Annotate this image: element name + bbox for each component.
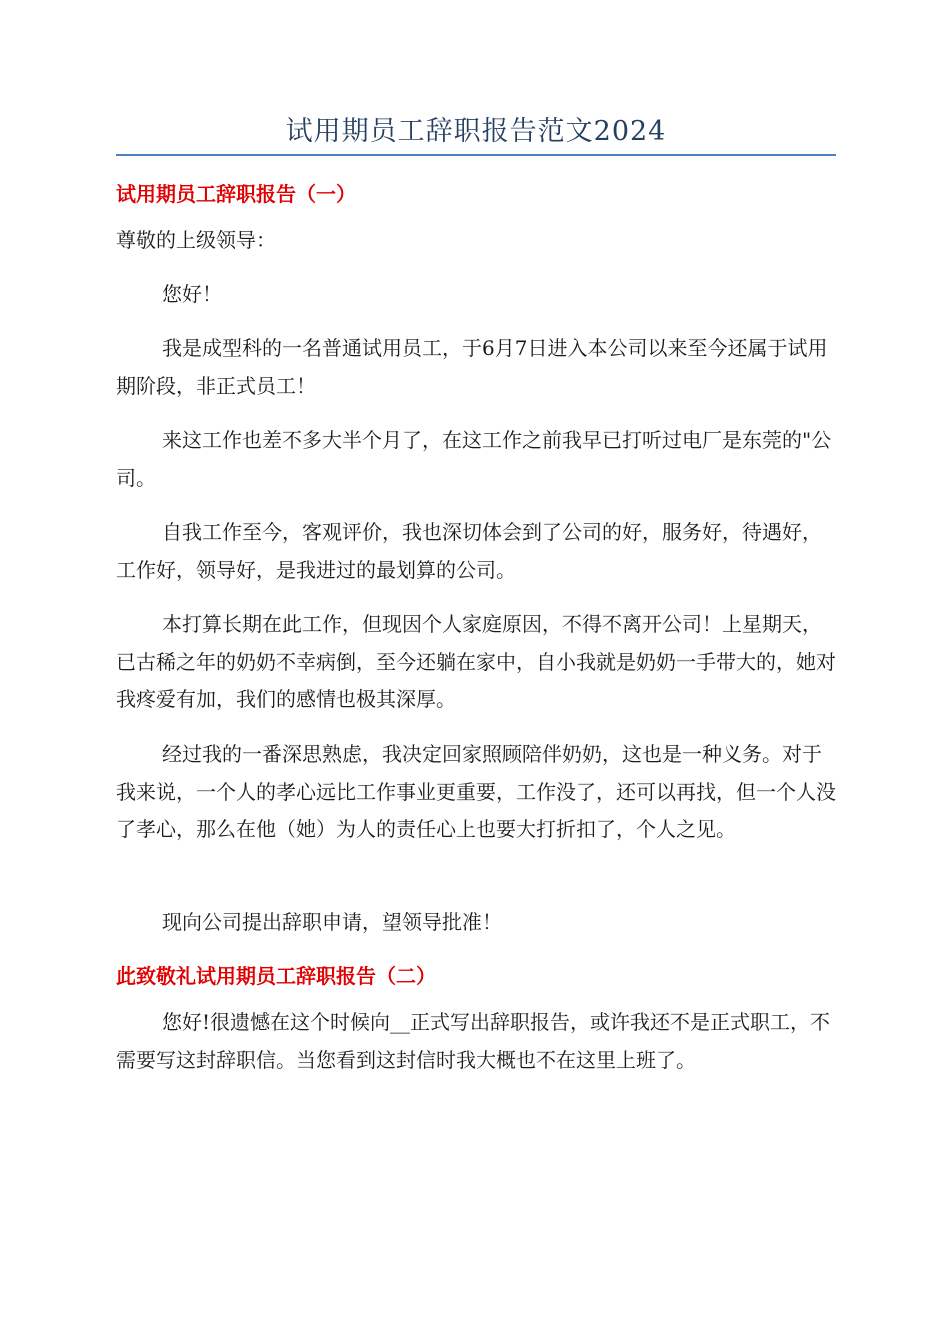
section-1-heading: 试用期员工辞职报告（一） [116, 182, 356, 206]
salutation: 尊敬的上级领导： [116, 228, 276, 252]
section-2-paragraph-1: 您好!很遗憾在这个时候向__正式写出辞职报告，或许我还不是正式职工，不需要写这封辞职信。当您看到这封信时我大概也不在这里上班了。 [116, 1010, 831, 1072]
paragraph-5: 经过我的一番深思熟虑，我决定回家照顾陪伴奶奶，这也是一种义务。对于我来说，一个人的孝心远比工作事业更重要，工作没了，还可以再找，但一个人没了孝心，那么在他（她）为人的责任心上也要大打折扣了，个人之见。 [116, 742, 836, 842]
paragraph-3: 自我工作至今，客观评价，我也深切体会到了公司的好，服务好，待遇好，工作好，领导好，是我进过的最划算的公司。 [116, 520, 822, 582]
section-2-heading: 此致敬礼试用期员工辞职报告（二） [116, 964, 436, 988]
title-underline [116, 154, 836, 156]
paragraph-2: 来这工作也差不多大半个月了，在这工作之前我早已打听过电厂是东莞的"公司。 [116, 428, 832, 490]
paragraph-4: 本打算长期在此工作，但现因个人家庭原因，不得不离开公司！上星期天，已古稀之年的奶奶不幸病倒，至今还躺在家中，自小我就是奶奶一手带大的，她对我疼爱有加，我们的感情也极其深厚。 [116, 612, 836, 712]
document-title: 试用期员工辞职报告范文2024 [285, 116, 667, 147]
greeting: 您好！ [162, 282, 222, 306]
paragraph-1: 我是成型科的一名普通试用员工，于6月7日进入本公司以来至今还属于试用期阶段，非正式员工！ [116, 336, 828, 398]
paragraph-6: 现向公司提出辞职申请，望领导批准！ [162, 910, 502, 934]
